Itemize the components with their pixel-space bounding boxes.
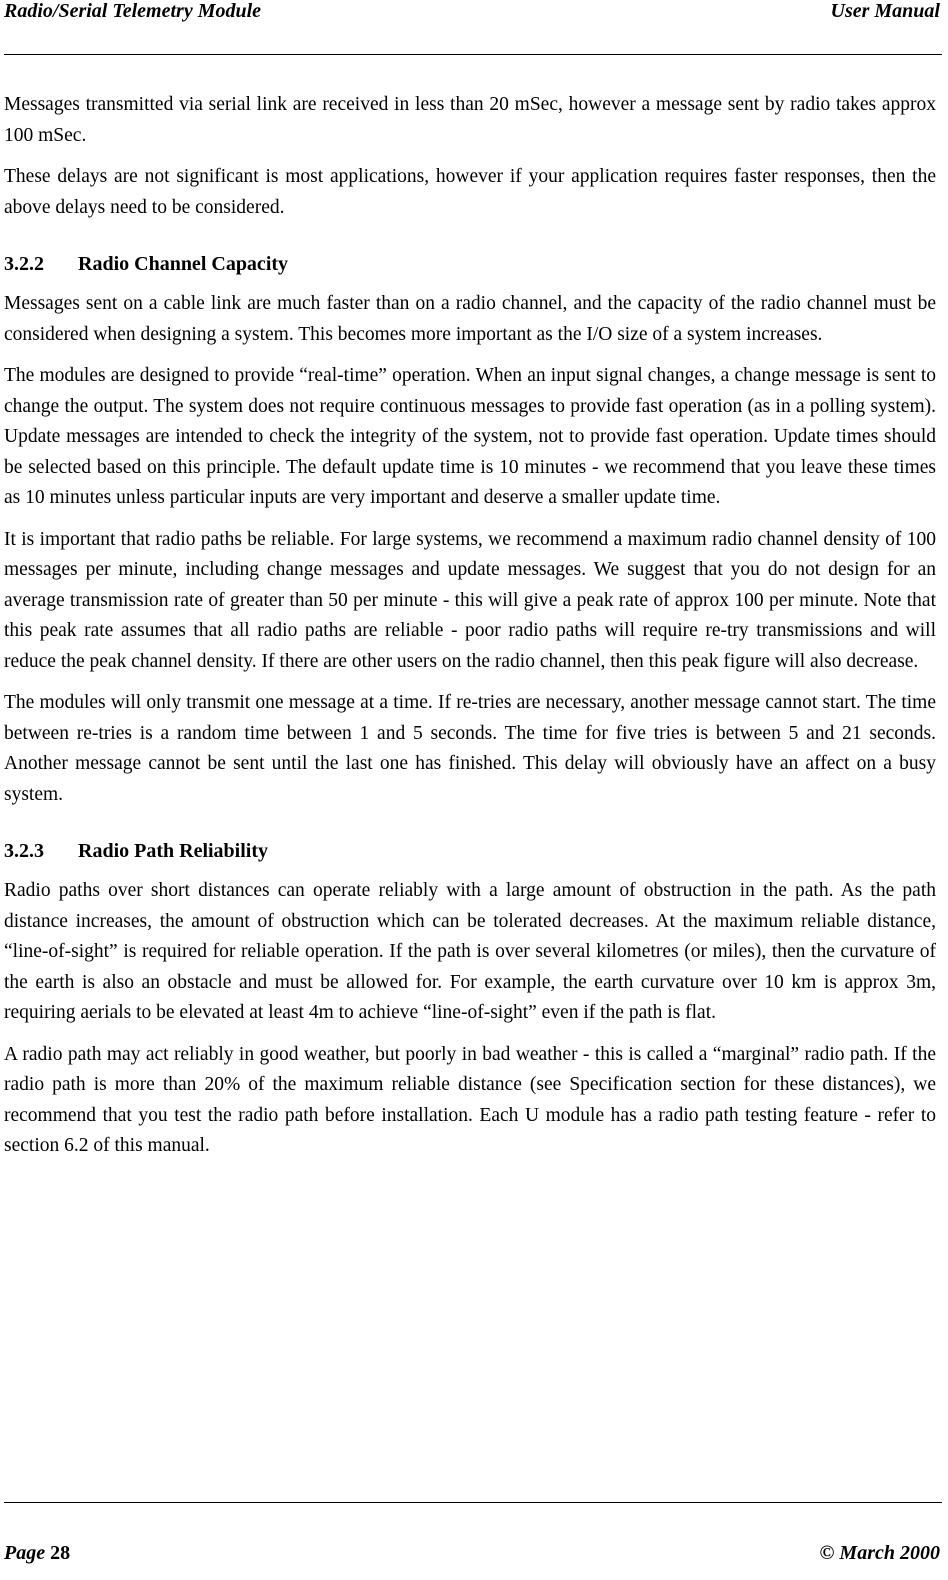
page-number: 28 [50, 1542, 71, 1564]
footer-divider [4, 1502, 942, 1503]
copyright-date: © March 2000 [819, 1542, 940, 1564]
paragraph-obstruction: Radio paths over short distances can operate reliably with a large amount of obstruction in the path. As the path distance increases, the amount of obstruction which can be tolerated decreases. At the maximum reliable distance, “line-of-sight” is required for reliable operation. If the path is over several kilometres (or miles), then the curvature of the earth is also an obstacle and must be allowed for. For example, the earth curvature over 10 km is approx 3m, requiring aerials to be elevated at least 4m to achieve “line-of-sight” even if the path is flat. [4, 880, 936, 1023]
header-divider [4, 54, 942, 55]
paragraph-retries: The modules will only transmit one message at a time. If re-tries are necessary, another message cannot start. The time between re-tries is a random time between 1 and 5 seconds. The time for five tries is between 5 and 21 seconds. Another message cannot be sent until the last one has finished. This delay will obviously have an affect on a busy system. [4, 692, 936, 805]
header-title: Radio/Serial Telemetry Module [4, 0, 262, 22]
paragraph-serial-timing: Messages transmitted via serial link are received in less than 20 mSec, however a message sent by radio takes approx 100 mSec. [4, 94, 936, 146]
section-number: 3.2.3 [4, 840, 44, 862]
paragraph-cable-vs-radio: Messages sent on a cable link are much faster than on a radio channel, and the capacity of the radio channel must be considered when designing a system. This becomes more important as the I/O size of a system increases. [4, 293, 936, 345]
section-number: 3.2.2 [4, 253, 44, 275]
paragraph-real-time: The modules are designed to provide “real-time” operation. When an input signal changes, a change message is sent to change the output. The system does not require continuous messages to provide fast operation (as in a polling system). Update messages are intended to check the integrity of the system, not to provide fast operation. Update times should be selected based on this principle. The default update time is 10 minutes - we recommend that you leave these times as 10 minutes unless particular inputs are very important and deserve a smaller update time. [4, 365, 936, 508]
paragraph-marginal-path: A radio path may act reliably in good weather, but poorly in bad weather - this is called a “marginal” radio path. If the radio path is more than 20% of the maximum reliable distance (see Specification section for these distances), we recommend that you test the radio path before installation. Each U module has a radio path testing feature - refer to section 6.2 of this manual. [4, 1043, 936, 1156]
paragraph-channel-density: It is important that radio paths be reliable. For large systems, we recommend a maximum radio channel density of 100 messages per minute, including change messages and update messages. We suggest that you do not design for an average transmission rate of greater than 50 per minute - this will give a peak rate of approx 100 per minute. Note that this peak rate assumes that all radio paths are reliable - poor radio paths will require re-try transmissions and will reduce the peak channel density. If there are other users on the radio channel, then this peak figure will also decrease. [4, 528, 936, 672]
page-label: Page [4, 1542, 46, 1564]
page-header [4, 0, 940, 24]
page-number-block [4, 1542, 70, 1565]
page-footer [4, 1542, 940, 1570]
paragraph-delay-note: These delays are not significant is most applications, however if your application requires faster responses, then the above delays need to be considered. [4, 166, 936, 218]
page-body [4, 90, 936, 1173]
section-heading-channel-capacity [4, 249, 936, 279]
header-doc-type: User Manual [830, 0, 940, 22]
section-title: Radio Path Reliability [78, 840, 269, 862]
section-title: Radio Channel Capacity [78, 253, 289, 275]
section-heading-path-reliability [4, 836, 936, 866]
